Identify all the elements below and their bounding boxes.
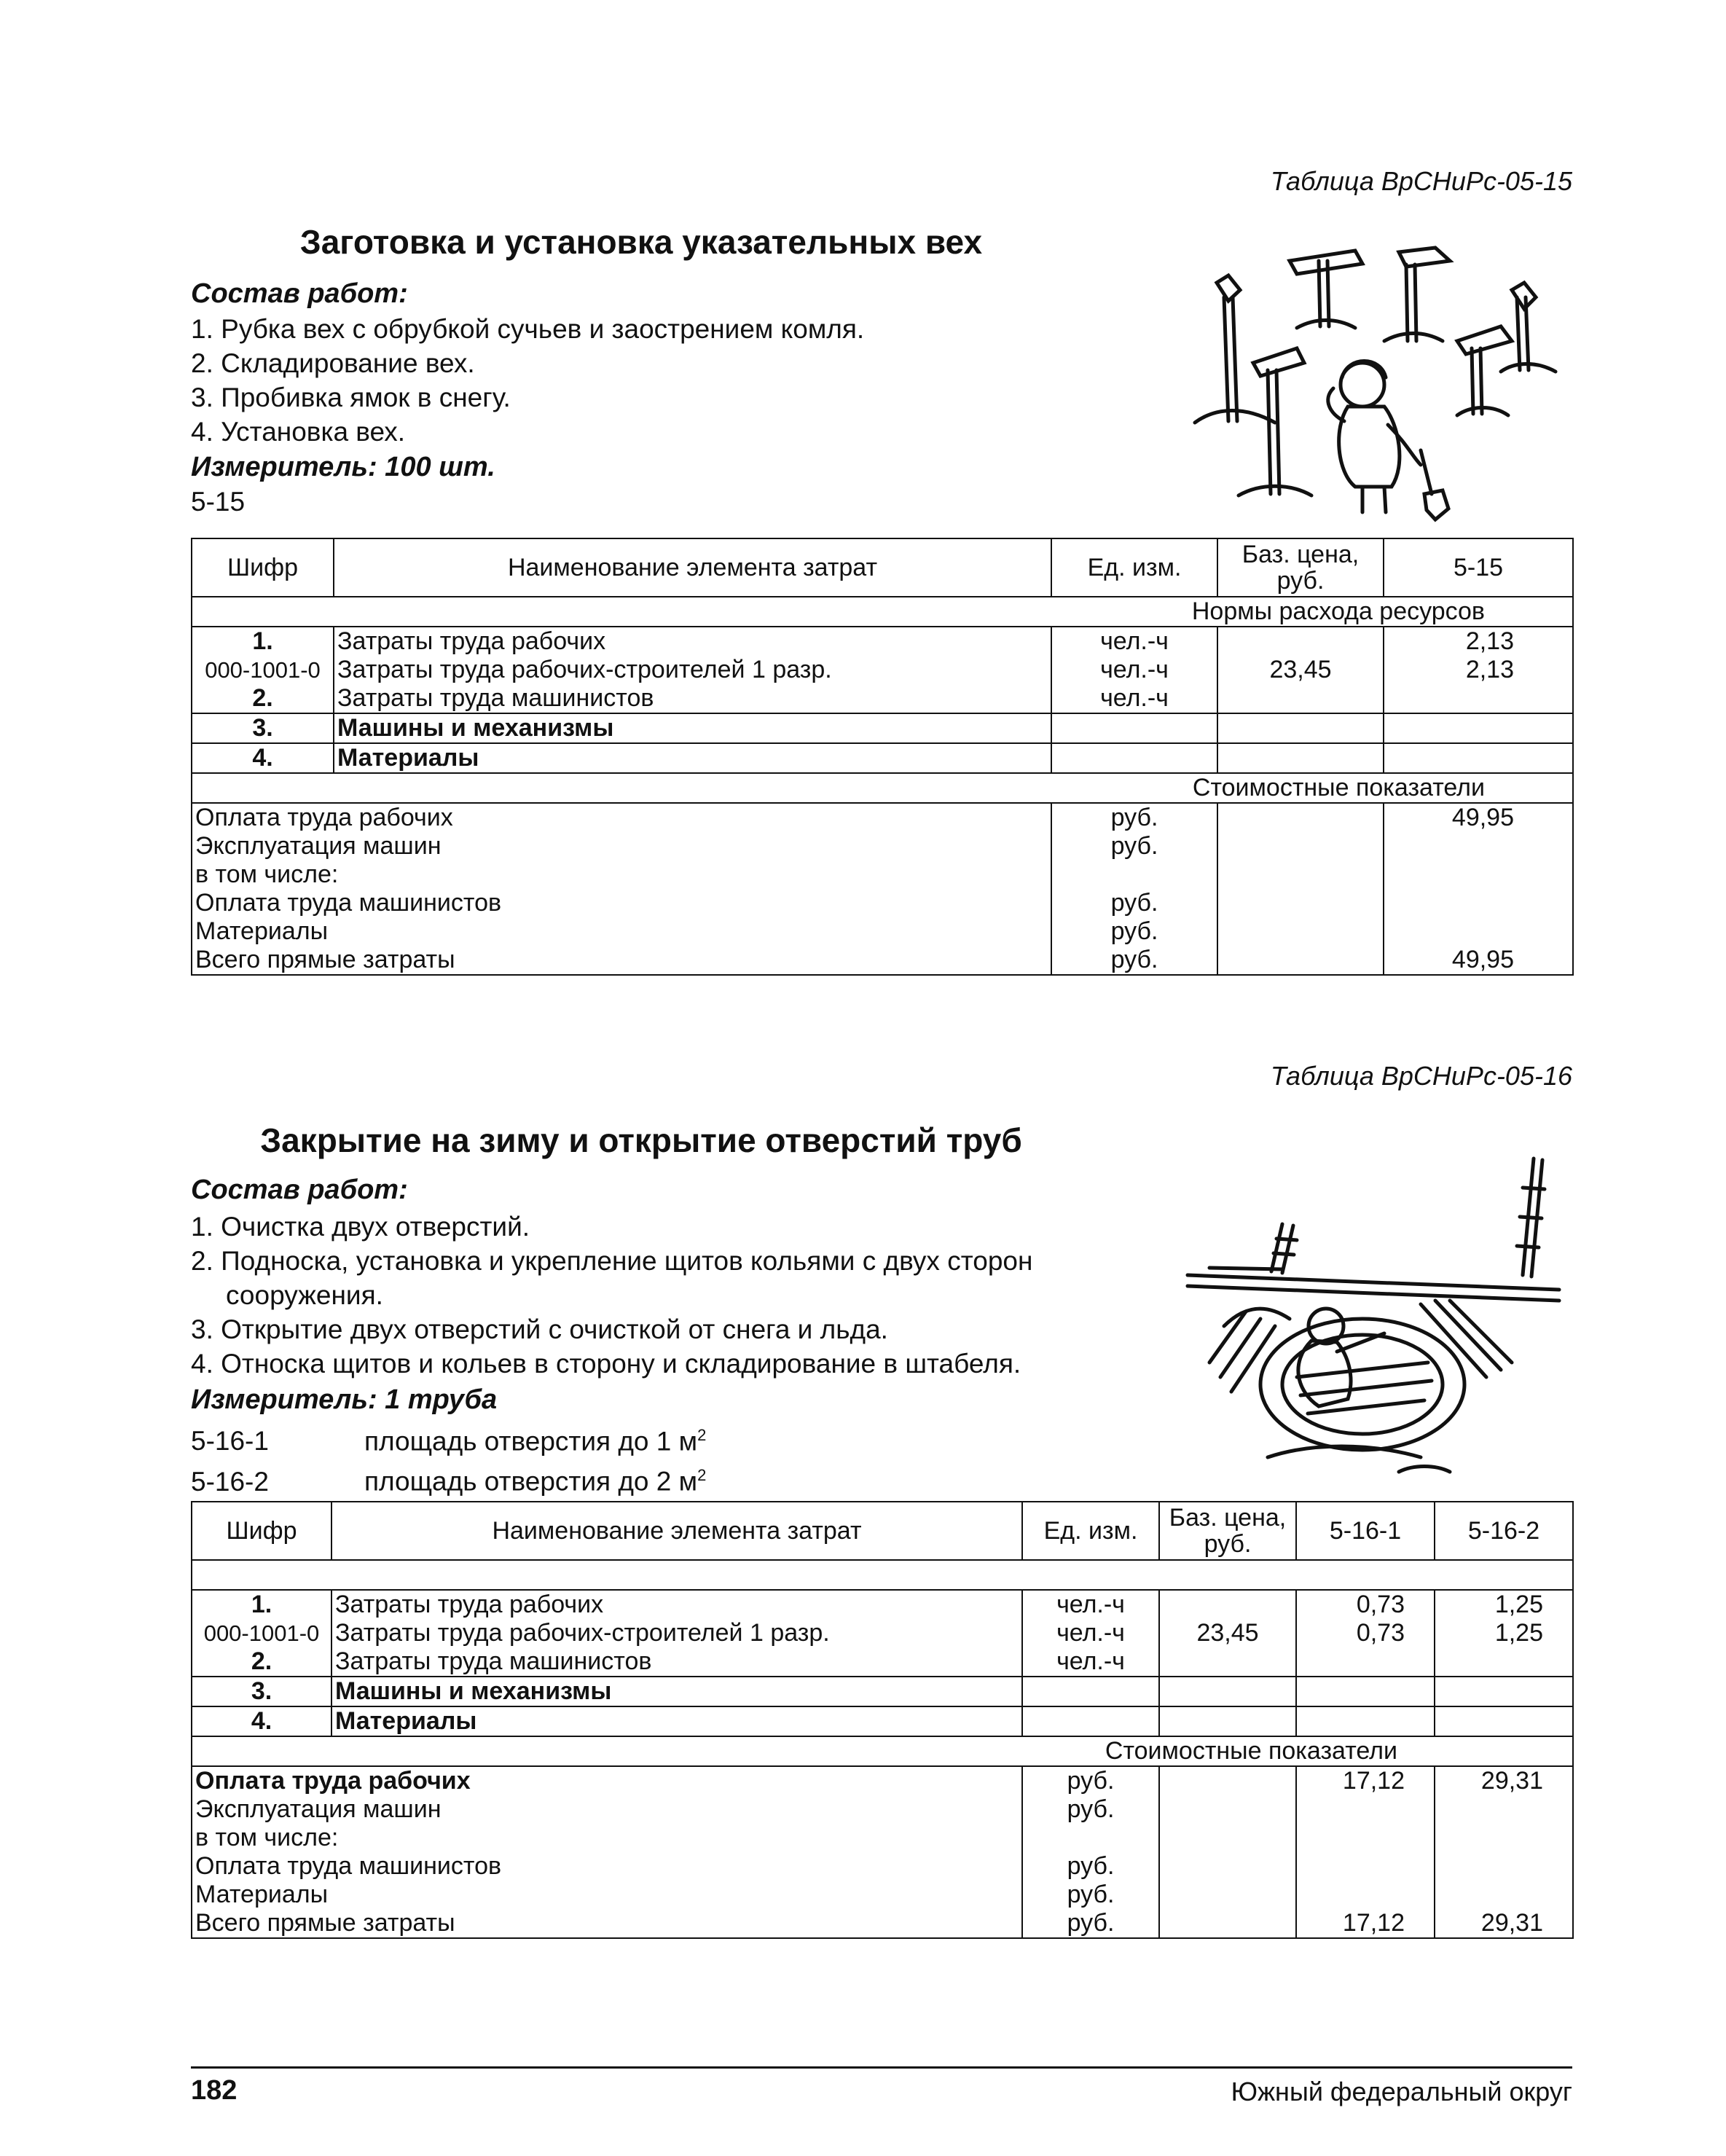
col-header-value-1: 5-15 (1384, 538, 1573, 597)
table-row (192, 713, 1573, 743)
cost-name: Оплата труда рабочих (192, 803, 1051, 832)
work-step: 3. Пробивка ямок в снегу. (191, 383, 511, 412)
cost-value-1 (1296, 1881, 1435, 1909)
cost-row (192, 803, 1573, 832)
cost-price (1217, 803, 1384, 832)
row-code: 3. (192, 713, 334, 743)
work-step: 2. Складирование вех. (191, 348, 475, 378)
col-header-name: Наименование элемента затрат (332, 1502, 1022, 1560)
norm-table-05-16 (191, 1501, 1574, 1939)
cost-name: Оплата труда машинистов (192, 1852, 1022, 1881)
row-unit: чел.-ч (1022, 1647, 1159, 1677)
footer-region: Южный федеральный округ (1231, 2077, 1572, 2106)
row-value-1: 2,13 (1384, 656, 1573, 684)
cost-unit: руб. (1022, 1795, 1159, 1824)
cost-value-1 (1384, 889, 1573, 917)
markers-illustration (1180, 232, 1574, 530)
cost-row (192, 889, 1573, 917)
row-unit: чел.-ч (1051, 656, 1217, 684)
cost-price (1217, 917, 1384, 946)
cost-unit: руб. (1051, 832, 1217, 861)
cost-name: Эксплуатация машин (192, 832, 1051, 861)
row-name: Машины и механизмы (334, 713, 1051, 743)
row-name: Затраты труда рабочих (334, 627, 1051, 656)
variant-code: 5-16-1 (191, 1426, 269, 1457)
cost-row (192, 832, 1573, 861)
cost-value-1 (1296, 1795, 1435, 1824)
cost-price (1217, 861, 1384, 889)
section-title-05-15: Заготовка и установка указательных вех (299, 223, 983, 261)
cost-value-1 (1296, 1824, 1435, 1852)
row-name: Затраты труда рабочих (332, 1590, 1022, 1619)
cost-value-1: 17,12 (1296, 1766, 1435, 1795)
row-price: 23,45 (1159, 1619, 1296, 1647)
row-value-1 (1296, 1677, 1435, 1706)
row-price (1159, 1590, 1296, 1619)
row-unit (1051, 743, 1217, 773)
cost-name: Оплата труда машинистов (192, 889, 1051, 917)
cost-value-2 (1435, 1795, 1573, 1824)
cost-title: Стоимостные показатели (192, 773, 1573, 803)
row-name: Затраты труда рабочих-строителей 1 разр. (334, 656, 1051, 684)
cost-value-1 (1384, 861, 1573, 889)
cost-price (1159, 1824, 1296, 1852)
row-code: 1. (192, 627, 334, 656)
row-name: Материалы (334, 743, 1051, 773)
row-value-2: 1,25 (1435, 1619, 1573, 1647)
col-header-name: Наименование элемента затрат (334, 538, 1051, 597)
cost-value-2 (1435, 1881, 1573, 1909)
cost-value-2 (1435, 1852, 1573, 1881)
cost-price (1159, 1766, 1296, 1795)
sostav-label: Состав работ: (191, 1175, 408, 1205)
row-price (1217, 743, 1384, 773)
col-header-code: Шифр (192, 538, 334, 597)
table-row (192, 684, 1573, 713)
cost-price (1159, 1852, 1296, 1881)
cost-price (1217, 832, 1384, 861)
variant-sup: 2 (697, 1426, 707, 1444)
variant-item (191, 1458, 706, 1498)
work-step: 1. Рубка вех с обрубкой сучьев и заострением комля. (191, 314, 865, 344)
col-header-price: Баз. цена, руб. (1217, 538, 1384, 597)
cost-title-row (192, 773, 1573, 803)
row-price (1159, 1706, 1296, 1736)
cost-value-1 (1296, 1852, 1435, 1881)
cost-unit (1022, 1824, 1159, 1852)
measure-label: Измеритель: 1 труба (191, 1384, 498, 1415)
cost-name: Эксплуатация машин (192, 1795, 1022, 1824)
row-unit: чел.-ч (1051, 627, 1217, 656)
row-code: 1. (192, 1590, 332, 1619)
row-value-1 (1384, 684, 1573, 713)
cost-unit: руб. (1022, 1766, 1159, 1795)
cost-name: Всего прямые затраты (192, 946, 1051, 975)
cost-name: Всего прямые затраты (192, 1909, 1022, 1938)
cost-name: Материалы (192, 917, 1051, 946)
work-step: 3. Открытие двух отверстий с очисткой от снега и льда. (191, 1314, 888, 1344)
row-name: Затраты труда машинистов (334, 684, 1051, 713)
col-header-code: Шифр (192, 1502, 332, 1560)
cost-title: Стоимостные показатели (192, 1736, 1573, 1766)
norms-title-row (192, 1560, 1573, 1590)
cost-title-row (192, 1736, 1573, 1766)
cost-unit: руб. (1051, 946, 1217, 975)
cost-value-1: 49,95 (1384, 803, 1573, 832)
table-row (192, 1647, 1573, 1677)
norm-table-05-15 (191, 538, 1574, 976)
row-price: 23,45 (1217, 656, 1384, 684)
cost-row (192, 1824, 1573, 1852)
row-code: 000-1001-0 (192, 1619, 332, 1647)
cost-unit: руб. (1022, 1881, 1159, 1909)
work-step: 4. Относка щитов и кольев в сторону и складирование в штабеля. (191, 1349, 1021, 1379)
cost-row (192, 1909, 1573, 1938)
row-price (1159, 1647, 1296, 1677)
variant-code: 5-16-2 (191, 1466, 269, 1497)
work-steps-list (191, 1210, 1153, 1381)
row-value-1: 0,73 (1296, 1590, 1435, 1619)
row-unit (1022, 1706, 1159, 1736)
cost-price (1217, 946, 1384, 975)
variant-text: площадь отверстия до 2 м (364, 1466, 698, 1497)
variant-item (191, 1418, 706, 1458)
table-row (192, 743, 1573, 773)
cost-name: Оплата труда рабочих (192, 1766, 1022, 1795)
row-code: 4. (192, 743, 334, 773)
page-number: 182 (191, 2075, 238, 2106)
cost-value-1 (1384, 917, 1573, 946)
row-price (1217, 684, 1384, 713)
cost-unit (1051, 861, 1217, 889)
row-value-1 (1296, 1647, 1435, 1677)
cost-unit: руб. (1022, 1852, 1159, 1881)
cost-unit: руб. (1022, 1909, 1159, 1938)
footer-divider (191, 2066, 1572, 2069)
norms-title-empty (192, 1560, 1573, 1590)
cost-row (192, 861, 1573, 889)
cost-price (1159, 1909, 1296, 1938)
row-value-2 (1435, 1647, 1573, 1677)
row-value-1: 0,73 (1296, 1619, 1435, 1647)
cost-value-2: 29,31 (1435, 1766, 1573, 1795)
cost-price (1217, 889, 1384, 917)
table-row (192, 627, 1573, 656)
col-header-value-2: 5-16-2 (1435, 1502, 1573, 1560)
row-code: 3. (192, 1677, 332, 1706)
table-row (192, 1706, 1573, 1736)
cost-value-1: 49,95 (1384, 946, 1573, 975)
table-caption-05-16: Таблица ВрСНиРс-05-16 (1270, 1061, 1572, 1091)
sostav-label: Состав работ: (191, 278, 408, 309)
cost-unit: руб. (1051, 803, 1217, 832)
table-caption-05-15: Таблица ВрСНиРс-05-15 (1270, 166, 1572, 196)
cost-unit: руб. (1051, 889, 1217, 917)
variant-text: площадь отверстия до 1 м (364, 1426, 698, 1457)
row-unit (1022, 1677, 1159, 1706)
row-unit: чел.-ч (1051, 684, 1217, 713)
row-code: 4. (192, 1706, 332, 1736)
row-unit: чел.-ч (1022, 1590, 1159, 1619)
cost-row (192, 1852, 1573, 1881)
row-value-1 (1384, 713, 1573, 743)
pipe-opening-illustration (1180, 1144, 1574, 1486)
cost-row (192, 1881, 1573, 1909)
row-price (1217, 713, 1384, 743)
row-price (1159, 1677, 1296, 1706)
row-unit (1051, 713, 1217, 743)
work-step: 2. Подноска, установка и укрепление щитов кольями с двух сторон сооружения. (191, 1246, 1033, 1310)
row-price (1217, 627, 1384, 656)
work-step: 1. Очистка двух отверстий. (191, 1212, 530, 1242)
col-header-unit: Ед. изм. (1051, 538, 1217, 597)
table-row (192, 1590, 1573, 1619)
norms-title-row (192, 597, 1573, 627)
cost-value-2 (1435, 1824, 1573, 1852)
cost-row (192, 1795, 1573, 1824)
row-name: Машины и механизмы (332, 1677, 1022, 1706)
row-unit: чел.-ч (1022, 1619, 1159, 1647)
cost-row (192, 946, 1573, 975)
cost-name: в том числе: (192, 1824, 1022, 1852)
cost-value-1: 17,12 (1296, 1909, 1435, 1938)
table-row (192, 1677, 1573, 1706)
cost-name: Материалы (192, 1881, 1022, 1909)
section-title-05-16: Закрытие на зиму и открытие отверстий труб (260, 1121, 1022, 1159)
col-header-unit: Ед. изм. (1022, 1502, 1159, 1560)
col-header-value-1: 5-16-1 (1296, 1502, 1435, 1560)
row-value-1 (1296, 1706, 1435, 1736)
row-name: Материалы (332, 1706, 1022, 1736)
cost-unit: руб. (1051, 917, 1217, 946)
row-value-1 (1384, 743, 1573, 773)
cost-row (192, 917, 1573, 946)
cost-row (192, 1766, 1573, 1795)
row-value-2 (1435, 1706, 1573, 1736)
work-step: 4. Установка вех. (191, 417, 406, 447)
work-steps-list (191, 312, 864, 449)
table-row (192, 656, 1573, 684)
row-code: 2. (192, 1647, 332, 1677)
norms-title: Нормы расхода ресурсов (192, 597, 1573, 627)
code-label: 5-15 (191, 487, 246, 517)
table-row (192, 1619, 1573, 1647)
row-code: 2. (192, 684, 334, 713)
row-code: 000-1001-0 (192, 656, 334, 684)
row-value-2: 1,25 (1435, 1590, 1573, 1619)
row-value-2 (1435, 1677, 1573, 1706)
table-header-row (192, 1502, 1573, 1560)
row-name: Затраты труда рабочих-строителей 1 разр. (332, 1619, 1022, 1647)
cost-price (1159, 1795, 1296, 1824)
row-value-1: 2,13 (1384, 627, 1573, 656)
row-name: Затраты труда машинистов (332, 1647, 1022, 1677)
cost-value-1 (1384, 832, 1573, 861)
table-header-row (192, 538, 1573, 597)
variants-list (191, 1418, 706, 1499)
col-header-price: Баз. цена, руб. (1159, 1502, 1296, 1560)
variant-sup: 2 (697, 1466, 707, 1485)
cost-price (1159, 1881, 1296, 1909)
cost-name: в том числе: (192, 861, 1051, 889)
measure-label: Измеритель: 100 шт. (191, 452, 495, 482)
cost-value-2: 29,31 (1435, 1909, 1573, 1938)
